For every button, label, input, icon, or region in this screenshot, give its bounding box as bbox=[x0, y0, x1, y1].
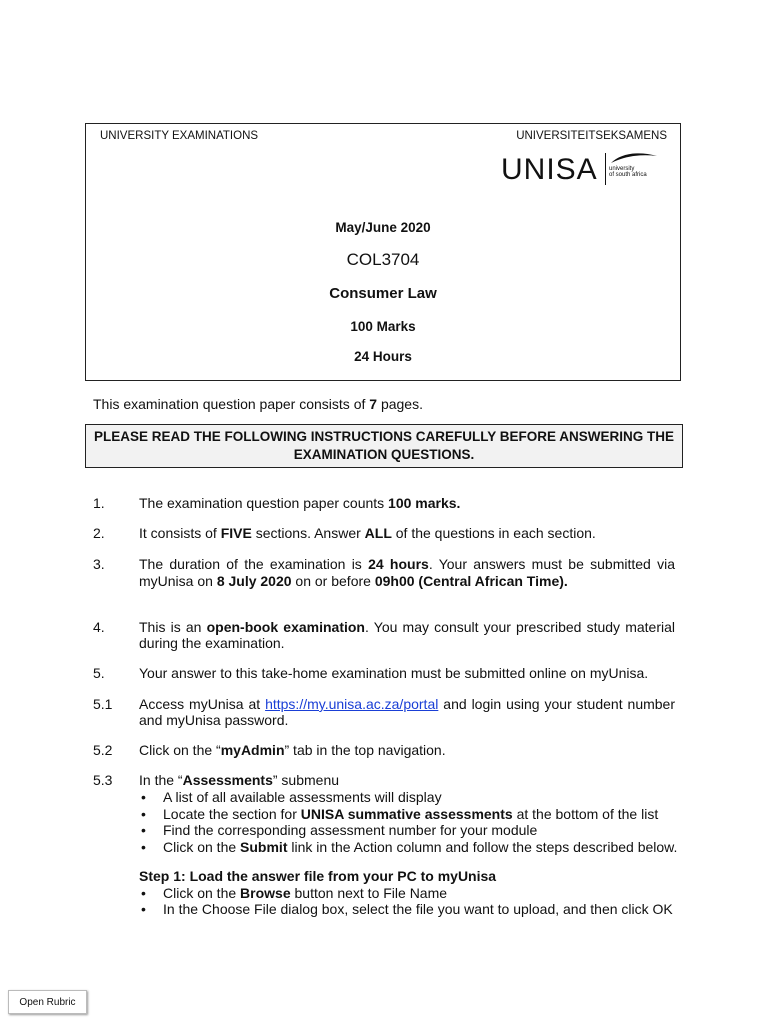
module-code: COL3704 bbox=[346, 250, 420, 269]
module-name: Consumer Law bbox=[329, 285, 437, 302]
exam-duration: 24 Hours bbox=[354, 349, 412, 364]
logo-swoosh-icon bbox=[609, 151, 659, 165]
exam-session: May/June 2020 bbox=[335, 220, 431, 235]
myunisa-portal-link[interactable]: https://my.unisa.ac.za/portal bbox=[265, 696, 439, 712]
logo-wordmark: UNISA bbox=[501, 153, 598, 186]
cover-box bbox=[85, 123, 681, 381]
header-right: UNIVERSITEITSEKSAMENS bbox=[516, 130, 667, 142]
total-marks: 100 Marks bbox=[350, 319, 416, 334]
open-rubric-button[interactable]: Open Rubric bbox=[8, 990, 87, 1014]
list-item: • Click on the Submit link in the Action column and follow the steps described below. bbox=[139, 839, 683, 856]
instructions-notice: PLEASE READ THE FOLLOWING INSTRUCTIONS CAREFULLY BEFORE ANSWERING THE EXAMINATION QUESTIONS. bbox=[85, 424, 683, 468]
list-item: • Click on the Browse button next to File Name bbox=[139, 885, 683, 902]
logo-subtext: university of south africa bbox=[609, 166, 647, 178]
step-1-section bbox=[139, 868, 683, 918]
header-left: UNIVERSITY EXAMINATIONS bbox=[100, 130, 259, 142]
list-item: • Locate the section for UNISA summative assessments at the bottom of the list bbox=[139, 806, 683, 823]
unisa-logo bbox=[501, 151, 661, 187]
assessments-bullet-list bbox=[139, 789, 683, 855]
list-item: • Find the corresponding assessment number for your module bbox=[139, 822, 683, 839]
list-item: • A list of all available assessments will display bbox=[139, 789, 683, 806]
logo-divider bbox=[605, 153, 606, 185]
page-count-note: This examination question paper consists of 7 pages. bbox=[93, 396, 423, 412]
list-item: • In the Choose File dialog box, select the file you want to upload, and then click OK bbox=[139, 901, 683, 918]
step-1-title: Step 1: Load the answer file from your PC to myUnisa bbox=[139, 868, 497, 884]
